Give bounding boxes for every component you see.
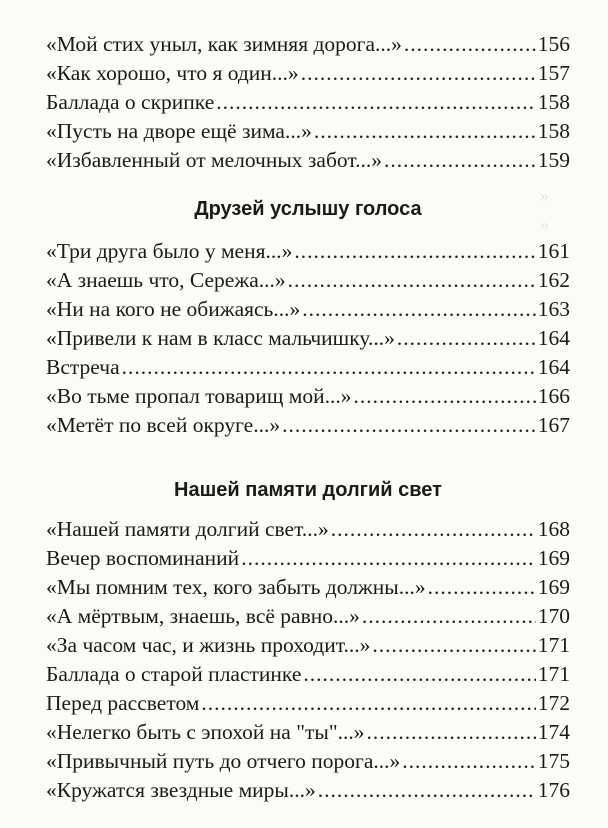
bleed-through-mark: » xyxy=(540,214,549,234)
entry-title: «Нелегко быть с эпохой на "ты"...» xyxy=(46,720,365,744)
dot-leader xyxy=(303,660,535,689)
dot-leader xyxy=(353,382,535,411)
dot-leader xyxy=(241,544,536,573)
entry-page-number: 157 xyxy=(537,61,570,85)
entry-title: «Привычный путь до отчего порога...» xyxy=(46,749,401,773)
toc-entry xyxy=(46,689,570,718)
entry-title: «А мёртвым, знаешь, всё равно...» xyxy=(46,604,360,628)
entry-title: Вечер воспоминаний xyxy=(46,546,240,570)
entry-page-number: 169 xyxy=(537,575,570,599)
toc-section xyxy=(46,476,570,805)
toc-entry xyxy=(46,776,570,805)
dot-leader xyxy=(216,88,535,117)
entry-page-number: 171 xyxy=(537,662,570,686)
entry-page-number: 161 xyxy=(537,239,570,263)
entry-title: «Мы помним тех, кого забыть должны...» xyxy=(46,575,426,599)
dot-leader xyxy=(366,718,535,747)
entry-page-number: 164 xyxy=(537,355,570,379)
toc-entry xyxy=(46,631,570,660)
entry-page-number: 176 xyxy=(537,778,570,802)
toc-entry xyxy=(46,515,570,544)
entry-title: «Мой стих уныл, как зимняя дорога...» xyxy=(46,32,402,56)
entry-title: Баллада о скрипке xyxy=(46,90,215,114)
entry-page-number: 167 xyxy=(537,413,570,437)
entry-title: «Кружатся звездные миры...» xyxy=(46,778,316,802)
dot-leader xyxy=(288,266,536,295)
toc-entry xyxy=(46,88,570,117)
entry-title: «Пусть на дворе ещё зима...» xyxy=(46,119,312,143)
entry-page-number: 174 xyxy=(537,720,570,744)
toc-section xyxy=(46,195,570,440)
toc-entry xyxy=(46,353,570,382)
toc-entry xyxy=(46,718,570,747)
toc-entry xyxy=(46,382,570,411)
entry-page-number: 169 xyxy=(537,546,570,570)
entry-page-number: 164 xyxy=(537,326,570,350)
dot-leader xyxy=(372,631,535,660)
entry-title: «Три друга было у меня...» xyxy=(46,239,293,263)
dot-leader xyxy=(428,573,536,602)
entry-page-number: 170 xyxy=(537,604,570,628)
entry-title: Перед рассветом xyxy=(46,691,200,715)
section-heading: Нашей памяти долгий свет xyxy=(174,479,442,501)
entry-title: «Метёт по всей округе...» xyxy=(46,413,281,437)
table-of-contents xyxy=(46,30,570,805)
entry-title: «А знаешь что, Сережа...» xyxy=(46,268,286,292)
dot-leader xyxy=(314,117,536,146)
toc-entry xyxy=(46,295,570,324)
entry-page-number: 171 xyxy=(537,633,570,657)
dot-leader xyxy=(282,411,536,440)
entry-title: Баллада о старой пластинке xyxy=(46,662,302,686)
toc-entry xyxy=(46,660,570,689)
toc-entry xyxy=(46,30,570,59)
entry-page-number: 163 xyxy=(537,297,570,321)
dot-leader xyxy=(362,602,536,631)
section-heading: Друзей услышу голоса xyxy=(194,198,422,220)
toc-entry xyxy=(46,117,570,146)
entry-title: «За часом час, и жизнь проходит...» xyxy=(46,633,371,657)
entry-title: «Избавленный от мелочных забот...» xyxy=(46,148,383,172)
toc-entry xyxy=(46,146,570,175)
dot-leader xyxy=(404,30,536,59)
toc-entry xyxy=(46,237,570,266)
dot-leader xyxy=(122,353,536,382)
bleed-through-mark: » xyxy=(540,185,549,205)
toc-entry xyxy=(46,324,570,353)
dot-leader xyxy=(331,515,536,544)
entry-page-number: 158 xyxy=(537,119,570,143)
entry-page-number: 168 xyxy=(537,517,570,541)
entry-title: «Ни на кого не обижаясь...» xyxy=(46,297,301,321)
toc-entry xyxy=(46,411,570,440)
dot-leader xyxy=(402,747,535,776)
dot-leader xyxy=(302,295,536,324)
toc-entry xyxy=(46,573,570,602)
dot-leader xyxy=(301,59,536,88)
entry-title: «Нашей памяти долгий свет...» xyxy=(46,517,329,541)
toc-entry xyxy=(46,747,570,776)
entry-page-number: 156 xyxy=(537,32,570,56)
toc-entry xyxy=(46,602,570,631)
toc-entry xyxy=(46,59,570,88)
toc-entry xyxy=(46,266,570,295)
entry-page-number: 162 xyxy=(537,268,570,292)
entry-title: Встреча xyxy=(46,355,120,379)
dot-leader xyxy=(397,324,536,353)
entry-page-number: 172 xyxy=(537,691,570,715)
toc-section xyxy=(46,30,570,175)
toc-entry xyxy=(46,544,570,573)
entry-page-number: 166 xyxy=(537,384,570,408)
entry-title: «Как хорошо, что я один...» xyxy=(46,61,299,85)
dot-leader xyxy=(318,776,536,805)
entry-page-number: 175 xyxy=(537,749,570,773)
entry-title: «Во тьме пропал товарищ мой...» xyxy=(46,384,352,408)
entry-page-number: 158 xyxy=(537,90,570,114)
entry-page-number: 159 xyxy=(537,148,570,172)
dot-leader xyxy=(294,237,535,266)
dot-leader xyxy=(201,689,535,718)
entry-title: «Привели к нам в класс мальчишку...» xyxy=(46,326,395,350)
dot-leader xyxy=(384,146,536,175)
